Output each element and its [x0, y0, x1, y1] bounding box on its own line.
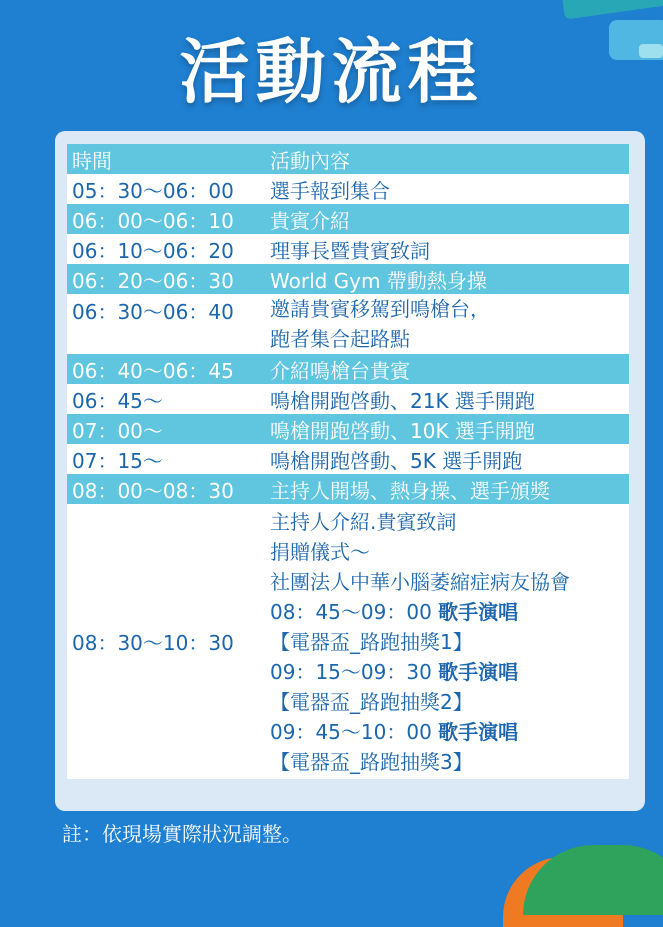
table-row [67, 234, 629, 264]
row-time: 06：45～ [72, 388, 163, 413]
row-time: 06：10～06：20 [72, 238, 234, 263]
session-line [270, 657, 629, 687]
session-line [270, 597, 629, 627]
table-row [67, 414, 629, 444]
table-row [67, 174, 629, 204]
table-row [67, 384, 629, 414]
row-time: 06：40～06：45 [72, 358, 234, 383]
row-activity: 鳴槍開跑啓動、10K 選手開跑 [270, 418, 535, 443]
activity-line: 主持人介紹.貴賓致詞 [270, 509, 457, 534]
session-time: 09：15～09：30 [270, 659, 432, 684]
row-time: 07：00～ [72, 418, 163, 443]
row-activity: 貴賓介紹 [270, 208, 350, 233]
activity-line: 跑者集合起路點 [270, 327, 410, 351]
row-time: 05：30～06：00 [72, 178, 234, 203]
table-row [67, 294, 629, 354]
row-activity: 理事長暨貴賓致詞 [270, 238, 430, 263]
session-label: 歌手演唱 [438, 719, 519, 744]
session-label: 歌手演唱 [438, 599, 519, 624]
row-time: 08：30～10：30 [72, 631, 234, 655]
table-row [67, 444, 629, 474]
row-activity: 鳴槍開跑啓動、5K 選手開跑 [270, 448, 523, 473]
row-activity [270, 507, 629, 777]
table-row [67, 264, 629, 294]
activity-line: 邀請貴賓移駕到鳴槍台， [270, 297, 490, 321]
row-time: 06：30～06：40 [72, 300, 234, 324]
draw-line: 【電器盃_路跑抽獎3】 [270, 749, 473, 774]
header-time: 時間 [72, 148, 112, 173]
table-row [67, 354, 629, 384]
table-row [67, 504, 629, 779]
draw-line: 【電器盃_路跑抽獎2】 [270, 689, 473, 714]
session-time: 09：45～10：00 [270, 719, 432, 744]
footnote: 註：依現場實際狀況調整。 [62, 822, 302, 846]
decoration-shape [562, 0, 663, 20]
row-activity: 介紹鳴槍台貴賓 [270, 358, 410, 383]
decoration-shape [523, 845, 663, 915]
draw-line: 【電器盃_路跑抽獎1】 [270, 629, 473, 654]
table-header [67, 144, 629, 174]
row-activity [270, 294, 629, 354]
table-row [67, 204, 629, 234]
session-label: 歌手演唱 [438, 659, 519, 684]
schedule-table [67, 144, 629, 779]
row-time: 06：00～06：10 [72, 208, 234, 233]
row-activity: 選手報到集合 [270, 178, 390, 203]
row-time: 07：15～ [72, 448, 163, 473]
table-row [67, 474, 629, 504]
row-activity: 主持人開場、熱身操、選手頒獎 [270, 478, 550, 503]
page-title: 活動流程 [179, 31, 484, 113]
row-activity: 鳴槍開跑啓動、21K 選手開跑 [270, 388, 535, 413]
session-time: 08：45～09：00 [270, 599, 432, 624]
activity-line: 捐贈儀式～ [270, 539, 370, 564]
activity-line: 社團法人中華小腦萎縮症病友協會 [270, 569, 570, 594]
row-time: 06：20～06：30 [72, 268, 234, 293]
row-activity: World Gym 帶動熱身操 [270, 268, 487, 293]
row-time: 08：00～08：30 [72, 478, 234, 503]
session-line [270, 717, 629, 747]
header-activity: 活動內容 [270, 148, 350, 173]
